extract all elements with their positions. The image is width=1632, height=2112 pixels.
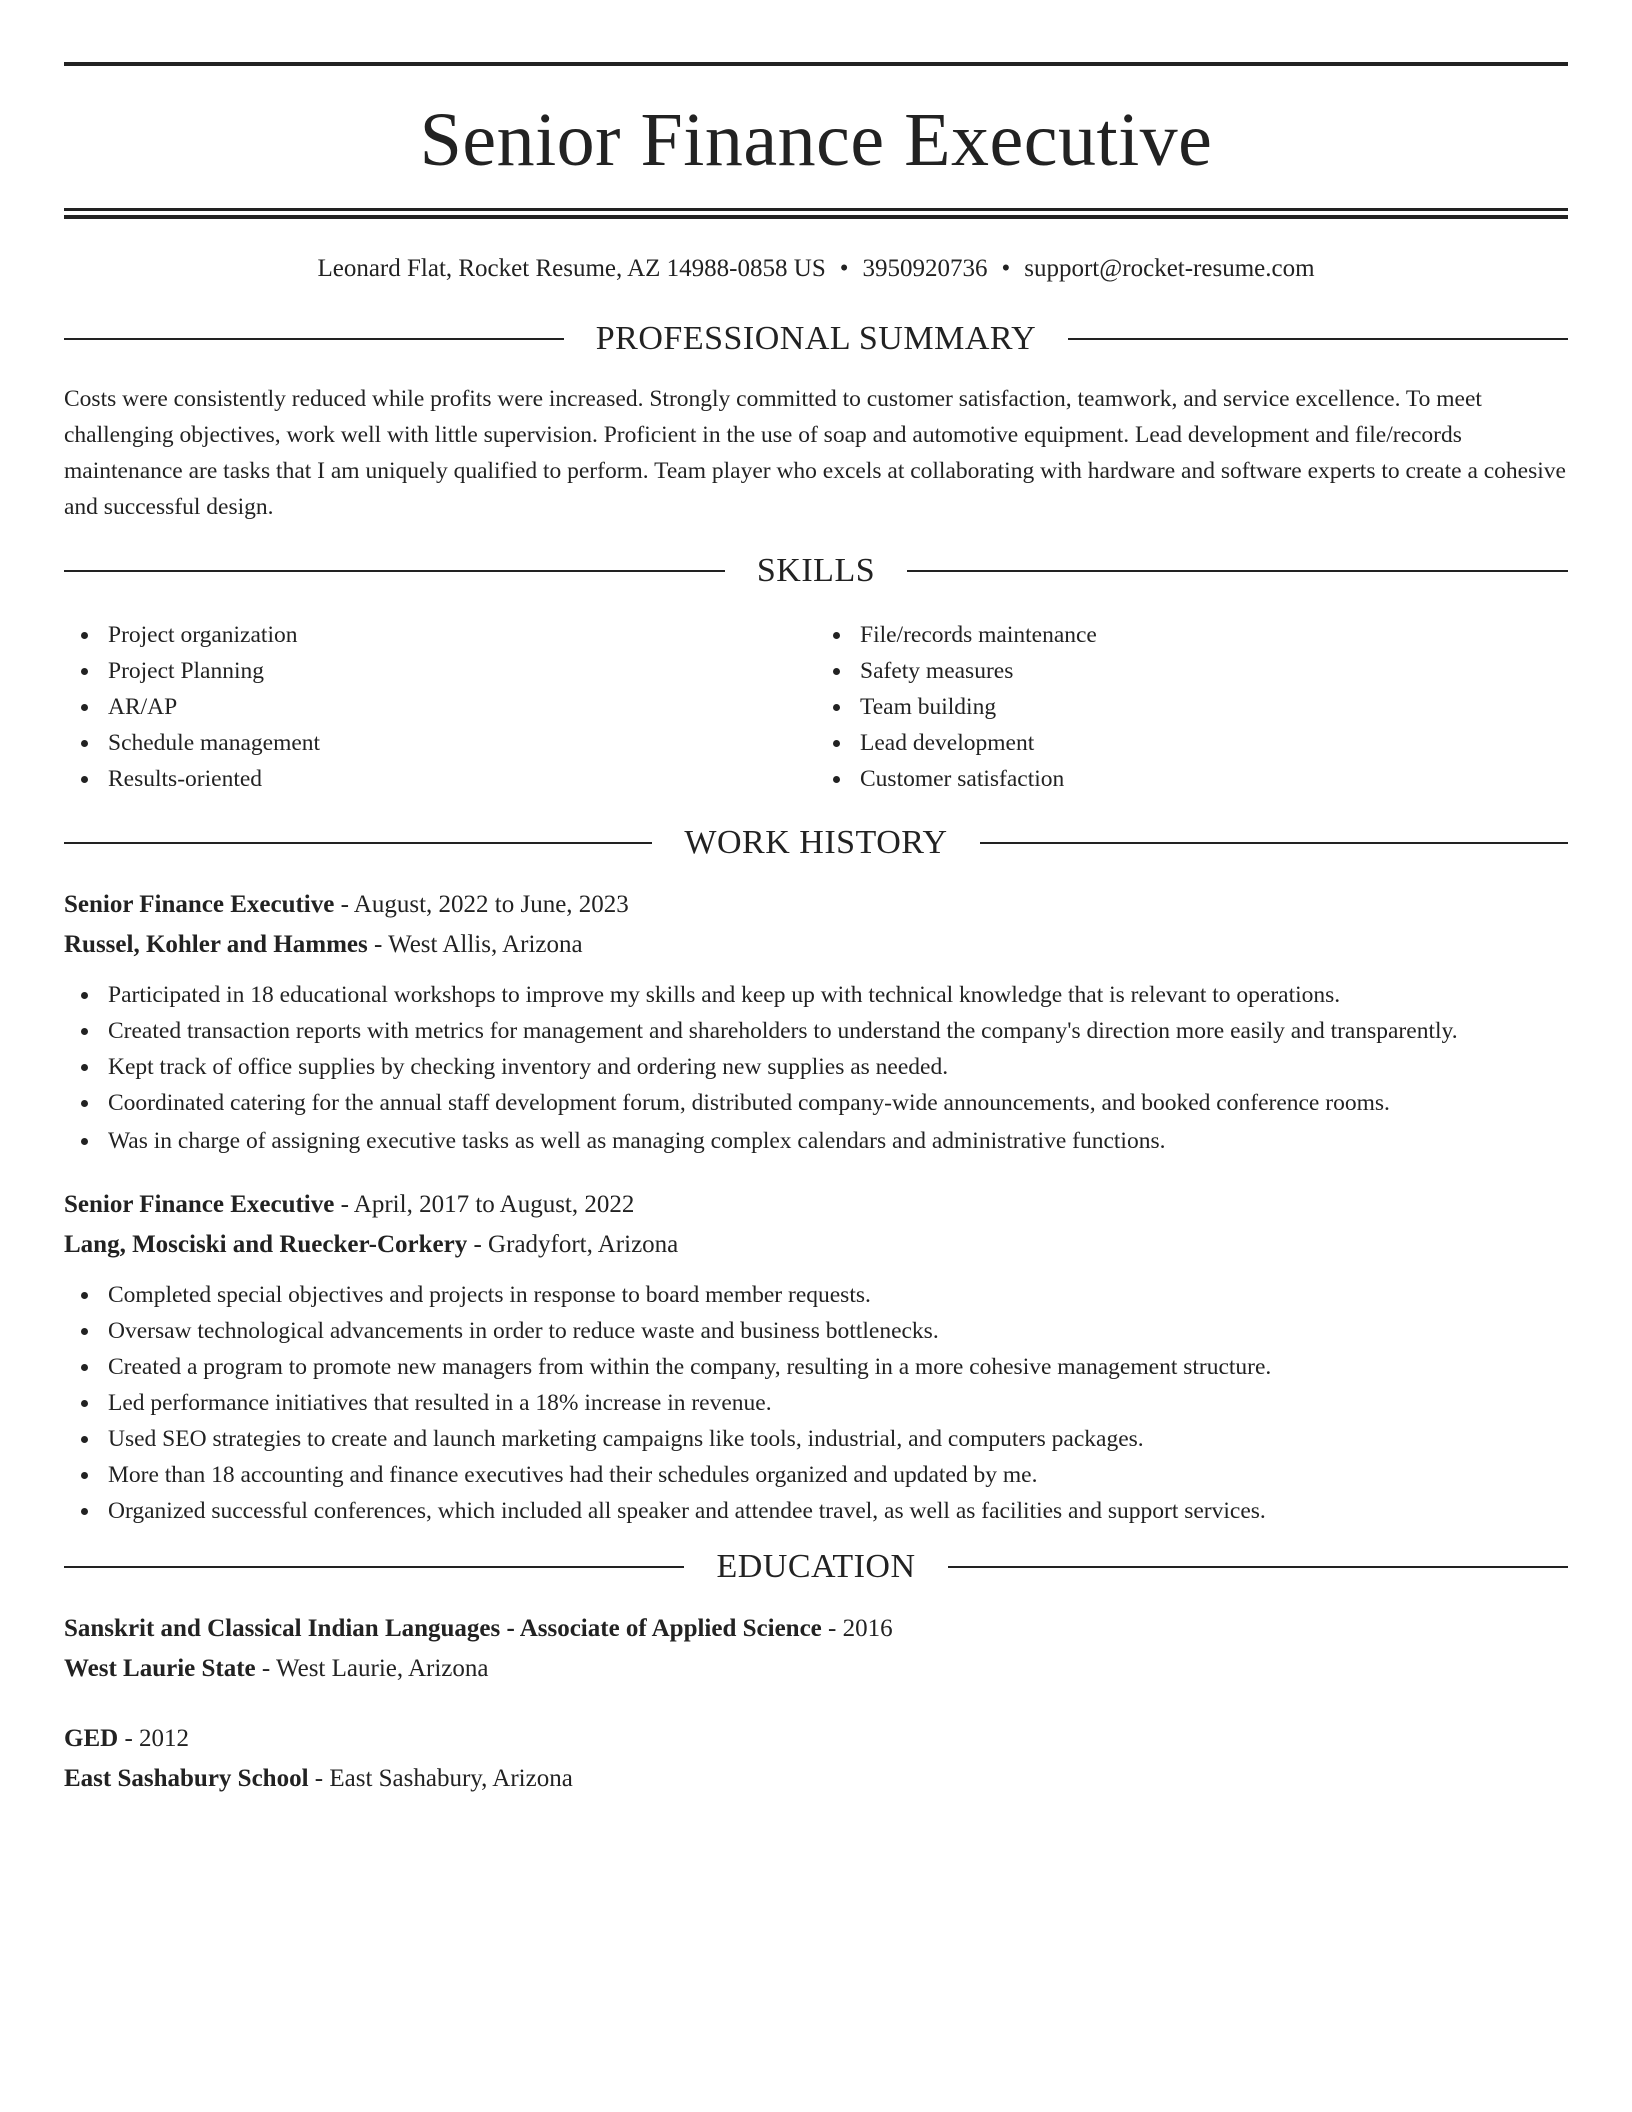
education-school-line: [64, 1759, 1568, 1799]
skill-item: File/records maintenance: [860, 617, 1568, 653]
heading-rule: [64, 570, 725, 572]
skill-item: Customer satisfaction: [860, 761, 1568, 797]
heading-rule: [907, 570, 1568, 572]
education-degree: Sanskrit and Classical Indian Languages - Associate of Applied Science: [64, 1615, 822, 1642]
education-degree: GED: [64, 1725, 119, 1752]
skill-item: Team building: [860, 689, 1568, 725]
resume-name: Senior Finance Executive: [419, 98, 1213, 182]
job-bullet: Coordinated catering for the annual staff development forum, distributed company-wide announcements, and booked conference rooms.: [108, 1085, 1568, 1121]
skill-item: Project organization: [108, 617, 816, 653]
job-bullet: Completed special objectives and projects in response to board member requests.: [108, 1277, 1568, 1313]
job-bullet: Led performance initiatives that resulted in a 18% increase in revenue.: [108, 1385, 1568, 1421]
job-dates: - April, 2017 to August, 2022: [334, 1191, 635, 1218]
job-bullet: Created a program to promote new managers from within the company, resulting in a more cohesive management structure.: [108, 1349, 1568, 1385]
job-bullet: Created transaction reports with metrics for management and shareholders to understand the company's direction more easily and transparently.: [108, 1013, 1568, 1049]
job-dates: - August, 2022 to June, 2023: [334, 891, 629, 918]
skill-item: Project Planning: [108, 653, 816, 689]
job-title: Senior Finance Executive: [64, 1191, 335, 1218]
job-company: Lang, Mosciski and Ruecker-Corkery: [64, 1231, 468, 1258]
job-bullet: More than 18 accounting and finance executives had their schedules organized and updated by me.: [108, 1457, 1568, 1493]
education-year: - 2016: [821, 1615, 893, 1642]
skills-section-heading: [64, 551, 1568, 591]
top-rule: [64, 62, 1568, 66]
contact-email: support@rocket-resume.com: [1024, 255, 1315, 282]
heading-rule: [1068, 338, 1568, 340]
education-school-line: [64, 1649, 1568, 1689]
education-entry: [64, 1609, 1568, 1689]
double-rule: [64, 208, 1568, 219]
contact-phone: 3950920736: [862, 255, 988, 282]
job-company: Russel, Kohler and Hammes: [64, 931, 368, 958]
education-location: - West Laurie, Arizona: [255, 1655, 489, 1682]
education-location: - East Sashabury, Arizona: [308, 1765, 573, 1792]
skill-item: Schedule management: [108, 725, 816, 761]
heading-rule: [64, 338, 564, 340]
job-title-line: [64, 885, 1568, 925]
job-bullet: Was in charge of assigning executive tasks as well as managing complex calendars and administrative functions.: [108, 1123, 1568, 1159]
summary-section-heading: [64, 319, 1568, 359]
section-title: WORK HISTORY: [684, 824, 948, 861]
education-school: East Sashabury School: [64, 1765, 309, 1792]
contact-separator: •: [1001, 255, 1011, 282]
job-bullet: Used SEO strategies to create and launch marketing campaigns like tools, industrial, and computers packages.: [108, 1421, 1568, 1457]
job-bullet: Organized successful conferences, which included all speaker and attendee travel, as well as facilities and support services.: [108, 1493, 1568, 1529]
heading-rule: [64, 1566, 684, 1568]
heading-rule: [948, 1566, 1568, 1568]
skill-item: AR/AP: [108, 689, 816, 725]
heading-rule: [64, 842, 652, 844]
job-entry: [64, 885, 1568, 1159]
job-company-line: [64, 1225, 1568, 1265]
education-degree-line: [64, 1609, 1568, 1649]
job-title-line: [64, 1185, 1568, 1225]
skill-item: Lead development: [860, 725, 1568, 761]
contact-separator: •: [839, 255, 849, 282]
skill-item: Safety measures: [860, 653, 1568, 689]
work-section-heading: [64, 823, 1568, 863]
skill-item: Results-oriented: [108, 761, 816, 797]
job-title: Senior Finance Executive: [64, 891, 335, 918]
education-degree-line: [64, 1719, 1568, 1759]
skills-column-right: [816, 617, 1568, 797]
section-title: SKILLS: [756, 552, 876, 589]
job-location: - Gradyfort, Arizona: [467, 1231, 679, 1258]
job-bullets: [64, 977, 1568, 1159]
job-entry: [64, 1185, 1568, 1529]
education-section-heading: [64, 1547, 1568, 1587]
contact-line: [64, 253, 1568, 285]
job-bullets: [64, 1277, 1568, 1529]
education-school: West Laurie State: [64, 1655, 256, 1682]
section-title: EDUCATION: [716, 1548, 916, 1585]
job-company-line: [64, 925, 1568, 965]
contact-address: Leonard Flat, Rocket Resume, AZ 14988-0858 US: [317, 255, 826, 282]
education-year: - 2012: [118, 1725, 190, 1752]
job-bullet: Oversaw technological advancements in order to reduce waste and business bottlenecks.: [108, 1313, 1568, 1349]
job-bullet: Participated in 18 educational workshops to improve my skills and keep up with technical knowledge that is relevant to operations.: [108, 977, 1568, 1013]
job-location: - West Allis, Arizona: [367, 931, 583, 958]
education-entry: [64, 1719, 1568, 1799]
summary-text: Costs were consistently reduced while profits were increased. Strongly committed to customer satisfaction, teamwork, and service excellence. To meet challenging objectives, work well with little supervision. Proficient in the use of soap and automotive equipment. Lead development and file/records maintenance are tasks that I am uniquely qualified to perform. Team player who excels at collaborating with hardware and software experts to create a cohesive and successful design.: [64, 386, 1566, 520]
skills-list: [64, 617, 1568, 797]
skills-column-left: [64, 617, 816, 797]
section-title: PROFESSIONAL SUMMARY: [595, 320, 1037, 357]
heading-rule: [980, 842, 1568, 844]
job-bullet: Kept track of office supplies by checking inventory and ordering new supplies as needed.: [108, 1049, 1568, 1085]
